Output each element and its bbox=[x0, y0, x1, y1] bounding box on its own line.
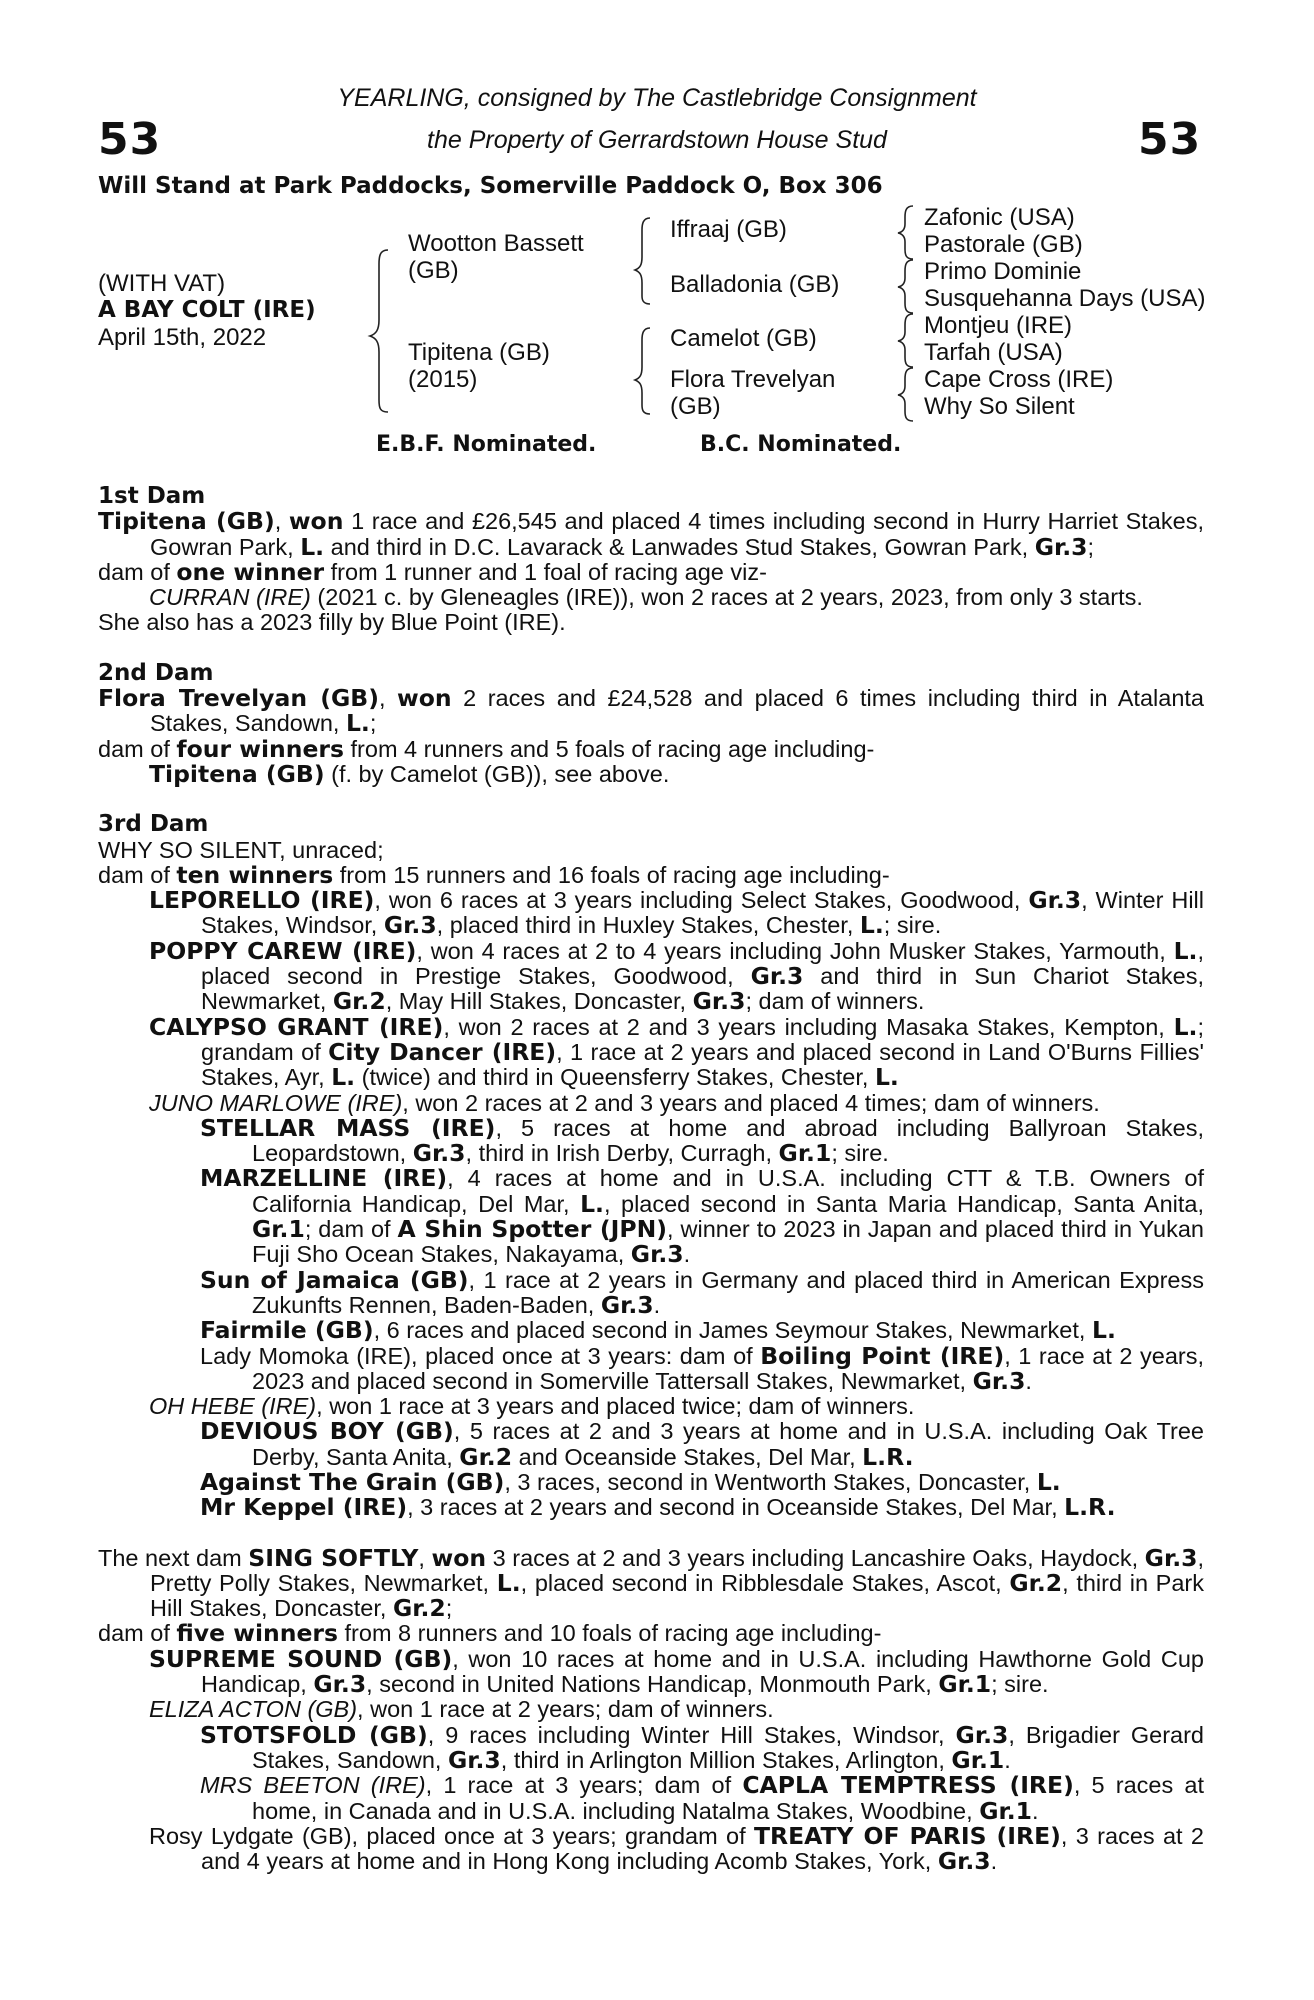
text-run: , placed third in Huxley Stakes, Chester, bbox=[436, 912, 860, 939]
text-run: , 3 races, second in Wentworth Stakes, Doncaster, bbox=[504, 1468, 1037, 1495]
bold-text: one winner bbox=[176, 557, 325, 586]
bold-text: Boiling Point (IRE) bbox=[760, 1341, 1005, 1370]
italic-text: CURRAN (IRE) bbox=[149, 584, 311, 611]
bold-text: Flora Trevelyan (GB) bbox=[98, 684, 379, 713]
bold-text: Gr.3 bbox=[600, 1290, 654, 1319]
dam-dam-suffix: (GB) bbox=[670, 393, 721, 420]
bold-text: Gr.1 bbox=[951, 1745, 1005, 1774]
bold-text: Gr.3 bbox=[412, 1139, 466, 1168]
text-run: , bbox=[378, 685, 397, 712]
bold-text: won bbox=[431, 1543, 487, 1572]
bold-text: Gr.1 bbox=[938, 1670, 992, 1699]
bold-text: five winners bbox=[176, 1619, 338, 1648]
text-run: , third in Arlington Million Stakes, Arlington, bbox=[500, 1746, 952, 1773]
text-run: ; bbox=[1087, 533, 1095, 560]
bold-text: L. bbox=[1091, 1316, 1116, 1345]
bold-text: Gr.1 bbox=[979, 1796, 1032, 1825]
bold-text: L. bbox=[1036, 1467, 1061, 1496]
bold-text: Against The Grain (GB) bbox=[200, 1467, 505, 1496]
record-paragraph bbox=[98, 888, 1204, 939]
section-gap bbox=[98, 636, 1204, 661]
lot-number-left: 53 bbox=[98, 114, 162, 165]
sire-suffix: (GB) bbox=[408, 257, 459, 284]
bold-text: Gr.3 bbox=[1034, 532, 1088, 561]
consignor-line: YEARLING, consigned by The Castlebridge Consignment bbox=[337, 84, 977, 112]
bold-text: Tipitena (GB) bbox=[98, 507, 275, 536]
bold-text: L. bbox=[1173, 936, 1198, 965]
produce-record bbox=[98, 484, 1204, 1874]
text-run: , third in Irish Derby, Curragh, bbox=[465, 1140, 779, 1167]
text-run: (f. by Camelot (GB)), see above. bbox=[324, 760, 670, 787]
lot-number-right: 53 bbox=[1138, 114, 1202, 165]
bold-text: Gr.2 bbox=[459, 1442, 513, 1471]
record-paragraph bbox=[98, 1341, 1204, 1395]
bold-text: SING SOFTLY bbox=[248, 1543, 419, 1572]
record-paragraph bbox=[98, 1166, 1204, 1267]
italic-text: JUNO MARLOWE (IRE) bbox=[149, 1089, 403, 1116]
record-paragraph bbox=[98, 759, 1204, 788]
text-run: , Pretty Polly Stakes, Newmarket, bbox=[150, 1544, 1205, 1596]
text-run: . bbox=[1004, 1746, 1011, 1773]
italic-text: ELIZA ACTON (GB) bbox=[149, 1696, 358, 1723]
ggs-3: Montjeu (IRE) bbox=[924, 312, 1073, 339]
text-run: , placed second in Santa Maria Handicap, Santa Anita, bbox=[603, 1190, 1205, 1217]
sire-dam: Balladonia (GB) bbox=[670, 271, 840, 298]
dam-year: (2015) bbox=[408, 366, 478, 393]
subject-name: A BAY COLT (IRE) bbox=[98, 297, 316, 323]
text-run: 1 race and £26,545 and placed 4 times including second in Hurry Harriet Stakes, Gowran Park, bbox=[150, 508, 1204, 560]
ggd-2: Susquehanna Days (USA) bbox=[924, 285, 1206, 312]
text-run: ; dam of winners. bbox=[745, 988, 925, 1015]
text-run: and third in D.C. Lavarack & Lanwades Stud Stakes, Gowran Park, bbox=[324, 533, 1035, 560]
ggd-4: Why So Silent bbox=[924, 393, 1075, 420]
brace-dd bbox=[898, 368, 913, 421]
text-run: . bbox=[653, 1291, 661, 1318]
record-paragraph bbox=[98, 557, 1204, 586]
record-paragraph bbox=[98, 1495, 1204, 1520]
text-run: WHY SO SILENT, unraced; bbox=[98, 836, 384, 863]
ggd-1: Pastorale (GB) bbox=[924, 231, 1083, 258]
text-run: from 1 runner and 1 foal of racing age viz- bbox=[324, 558, 767, 585]
record-paragraph bbox=[98, 860, 1204, 889]
text-run: , won 6 races at 3 years including Select Stakes, Goodwood, bbox=[374, 887, 1029, 914]
record-paragraph bbox=[98, 1012, 1204, 1092]
italic-text: MRS BEETON (IRE) bbox=[200, 1772, 426, 1799]
text-run: , 1 race at 2 years, 2023 and placed second in Somerville Tattersall Stakes, Newmarket, bbox=[252, 1342, 1204, 1394]
text-run: ; grandam of bbox=[201, 1013, 1204, 1065]
text-run: , 1 race at 2 years in Germany and placed third in American Express Zukunfts Rennen, Baden-Baden, bbox=[252, 1266, 1204, 1318]
bold-text: DEVIOUS BOY (GB) bbox=[200, 1417, 454, 1446]
bold-text: L. bbox=[300, 532, 325, 561]
bold-text: L. bbox=[345, 709, 370, 738]
bold-text: CALYPSO GRANT (IRE) bbox=[149, 1012, 444, 1041]
bold-text: L.R. bbox=[1064, 1493, 1116, 1522]
ggd-3: Tarfah (USA) bbox=[924, 339, 1063, 366]
record-paragraph bbox=[98, 1821, 1204, 1876]
text-run: . bbox=[990, 1848, 998, 1875]
text-run: , Brigadier Gerard Stakes, Sandown, bbox=[252, 1721, 1204, 1773]
record-paragraph bbox=[98, 734, 1204, 763]
record-paragraph bbox=[98, 1265, 1204, 1319]
text-run: (2021 c. by Gleneagles (IRE)), won 2 races at 2 years, 2023, from only 3 starts. bbox=[310, 584, 1143, 611]
record-paragraph bbox=[98, 1091, 1204, 1116]
text-run: , 4 races at home and in U.S.A. including CTT & T.B. Owners of California Handicap, Del Mar, bbox=[252, 1165, 1204, 1217]
text-run: 3 races at 2 and 3 years including Lancashire Oaks, Haydock, bbox=[486, 1544, 1145, 1571]
text-run: , 5 races at home, in Canada and in U.S.A. including Natalma Stakes, Woodbine, bbox=[252, 1772, 1205, 1824]
text-run: ; dam of bbox=[304, 1216, 398, 1243]
text-run: Lady Momoka (IRE), placed once at 3 years: dam of bbox=[200, 1342, 761, 1369]
text-run: dam of bbox=[98, 558, 177, 585]
record-paragraph bbox=[98, 936, 1204, 1016]
bold-text: Sun of Jamaica (GB) bbox=[200, 1265, 469, 1294]
pedigree-braces bbox=[0, 0, 1314, 440]
bold-text: Gr.3 bbox=[937, 1847, 991, 1876]
brace-subject bbox=[370, 250, 388, 412]
bold-text: MARZELLINE (IRE) bbox=[200, 1164, 448, 1193]
bold-text: STELLAR MASS (IRE) bbox=[200, 1113, 496, 1142]
bold-text: Fairmile (GB) bbox=[200, 1316, 374, 1345]
text-run: , 3 races at 2 years and second in Oceanside Stakes, Del Mar, bbox=[407, 1494, 1065, 1521]
record-paragraph bbox=[98, 1318, 1204, 1343]
record-paragraph bbox=[98, 1621, 1204, 1646]
dam-dam-name: Flora Trevelyan bbox=[670, 366, 836, 393]
bold-text: Gr.2 bbox=[1009, 1568, 1063, 1597]
text-run: , 1 race at 3 years; dam of bbox=[425, 1772, 743, 1799]
dam-dam bbox=[670, 366, 835, 420]
text-run: , second in United Nations Handicap, Monmouth Park, bbox=[366, 1671, 939, 1698]
bold-text: Gr.1 bbox=[252, 1215, 305, 1244]
bold-text: L. bbox=[1173, 1012, 1198, 1041]
bold-text: Gr.3 bbox=[750, 962, 804, 991]
bold-text: LEPORELLO (IRE) bbox=[149, 886, 375, 915]
bold-text: SUPREME SOUND (GB) bbox=[149, 1644, 453, 1673]
bold-text: Gr.3 bbox=[1028, 886, 1082, 915]
section-heading: 2nd Dam bbox=[98, 659, 214, 686]
record-paragraph bbox=[98, 1697, 1204, 1722]
text-run: , 9 races including Winter Hill Stakes, Windsor, bbox=[427, 1721, 956, 1748]
text-run: , 1 race at 2 years and placed second in Land O'Burns Fillies' Stakes, Ayr, bbox=[201, 1038, 1204, 1091]
bold-text: won bbox=[288, 507, 344, 536]
italic-text: OH HEBE (IRE) bbox=[149, 1393, 317, 1420]
text-run: . bbox=[1025, 1367, 1032, 1394]
ggs-4: Cape Cross (IRE) bbox=[924, 366, 1114, 393]
sire bbox=[408, 230, 584, 284]
text-run: dam of bbox=[98, 735, 177, 762]
text-run: , placed second in Ribblesdale Stakes, Ascot, bbox=[520, 1569, 1010, 1596]
text-run: from 4 runners and 5 foals of racing age including- bbox=[344, 735, 875, 762]
record-paragraph bbox=[98, 686, 1204, 737]
record-paragraph bbox=[98, 610, 1204, 635]
text-run: , May Hill Stakes, Doncaster, bbox=[385, 988, 693, 1015]
brace-ss bbox=[898, 206, 913, 259]
record-paragraph bbox=[98, 1720, 1204, 1774]
bold-text: TREATY OF PARIS (IRE) bbox=[753, 1821, 1061, 1850]
sire-name: Wootton Bassett bbox=[408, 230, 584, 257]
text-run: , 3 races at 2 and 4 years at home and in Hong Kong including Acomb Stakes, York, bbox=[201, 1822, 1204, 1875]
bold-text: Gr.3 bbox=[692, 987, 746, 1016]
bold-text: L. bbox=[874, 1063, 899, 1092]
text-run: ; sire. bbox=[831, 1140, 889, 1167]
text-run: She also has a 2023 filly by Blue Point (IRE). bbox=[98, 609, 566, 636]
text-run: 2 races and £24,528 and placed 6 times including third in Atalanta Stakes, Sandown, bbox=[150, 685, 1204, 737]
text-run: dam of bbox=[98, 861, 177, 888]
bold-text: Gr.3 bbox=[630, 1240, 684, 1269]
text-run: , placed second in Prestige Stakes, Goodwood, bbox=[201, 937, 1204, 990]
text-run: . bbox=[683, 1241, 691, 1268]
ggs-1: Zafonic (USA) bbox=[924, 204, 1075, 231]
text-run: ; sire. bbox=[883, 912, 942, 939]
bold-text: L. bbox=[859, 911, 884, 940]
text-run: from 15 runners and 16 foals of racing age including- bbox=[333, 861, 890, 888]
text-run: ; sire. bbox=[991, 1671, 1049, 1698]
text-run: , won 2 races at 2 and 3 years including Masaka Stakes, Kempton, bbox=[443, 1013, 1174, 1040]
text-run: Rosy Lydgate (GB), placed once at 3 years; grandam of bbox=[149, 1822, 754, 1849]
brace-dam bbox=[635, 328, 650, 414]
section-heading: 1st Dam bbox=[98, 483, 206, 509]
record-paragraph bbox=[98, 1113, 1205, 1168]
text-run: , Winter Hill Stakes, Windsor, bbox=[201, 887, 1204, 939]
vat-label: (WITH VAT) bbox=[98, 270, 226, 297]
record-paragraph bbox=[98, 1543, 1205, 1623]
bold-text: L. bbox=[496, 1568, 521, 1597]
text-run: , won 2 races at 2 and 3 years and placed 4 times; dam of winners. bbox=[402, 1089, 1100, 1116]
bold-text: Gr.3 bbox=[972, 1366, 1026, 1395]
ebf-nomination: E.B.F. Nominated. bbox=[376, 432, 597, 457]
bold-text: Gr.3 bbox=[383, 911, 437, 940]
record-paragraph bbox=[98, 1394, 1204, 1419]
brace-ds bbox=[898, 314, 913, 367]
text-run: . bbox=[1032, 1797, 1039, 1824]
stand-location: Will Stand at Park Paddocks, Somerville Paddock O, Box 306 bbox=[98, 173, 883, 199]
text-run: , won 1 race at 2 years; dam of winners. bbox=[357, 1696, 774, 1723]
bold-text: Gr.2 bbox=[332, 987, 386, 1016]
bold-text: L. bbox=[580, 1189, 604, 1218]
bold-text: Gr.3 bbox=[1144, 1543, 1198, 1572]
text-run: , 5 races at home and abroad including Ballyroan Stakes, Leopardstown, bbox=[252, 1114, 1205, 1167]
text-run: from 8 runners and 10 foals of racing age including- bbox=[337, 1620, 882, 1647]
bold-text: won bbox=[397, 684, 452, 713]
dam bbox=[408, 339, 550, 393]
bold-text: A Shin Spotter (JPN) bbox=[397, 1215, 668, 1244]
record-paragraph bbox=[98, 509, 1204, 560]
bold-text: Mr Keppel (IRE) bbox=[200, 1493, 408, 1522]
text-run: and third in Sun Chariot Stakes, Newmarket, bbox=[201, 963, 1204, 1015]
bc-nomination: B.C. Nominated. bbox=[700, 432, 902, 457]
text-run: , bbox=[418, 1544, 432, 1571]
subject-foaled: April 15th, 2022 bbox=[98, 324, 267, 351]
section-heading: 3rd Dam bbox=[98, 811, 209, 838]
bold-text: L.R. bbox=[862, 1442, 914, 1471]
bold-text: Gr.3 bbox=[447, 1745, 501, 1774]
bold-text: POPPY CAREW (IRE) bbox=[149, 936, 417, 965]
bold-text: STOTSFOLD (GB) bbox=[200, 1720, 428, 1749]
text-run: , winner to 2023 in Japan and placed third in Yukan Fuji Sho Ocean Stakes, Nakayama, bbox=[252, 1216, 1204, 1268]
brace-sire bbox=[635, 218, 650, 304]
text-run: , won 1 race at 3 years and placed twice; dam of winners. bbox=[316, 1393, 915, 1420]
text-run: , bbox=[274, 508, 289, 535]
bold-text: Tipitena (GB) bbox=[149, 759, 325, 788]
text-run: (twice) and third in Queensferry Stakes, Chester, bbox=[355, 1064, 875, 1091]
dam-name: Tipitena (GB) bbox=[408, 339, 550, 366]
text-run: dam of bbox=[98, 1620, 177, 1647]
section-gap bbox=[98, 787, 1204, 812]
record-paragraph bbox=[98, 1419, 1204, 1470]
property-line: the Property of Gerrardstown House Stud bbox=[427, 126, 887, 154]
record-paragraph bbox=[98, 1644, 1204, 1699]
text-run: , third in Park Hill Stakes, Doncaster, bbox=[150, 1569, 1204, 1622]
bold-text: City Dancer (IRE) bbox=[328, 1037, 557, 1066]
ggs-2: Primo Dominie bbox=[924, 258, 1082, 285]
bold-text: Gr.1 bbox=[778, 1139, 832, 1168]
dam-sire: Camelot (GB) bbox=[670, 325, 817, 352]
bold-text: Gr.2 bbox=[392, 1594, 446, 1623]
bold-text: Gr.3 bbox=[313, 1670, 367, 1699]
text-run: , 6 races and placed second in James Seymour Stakes, Newmarket, bbox=[373, 1317, 1092, 1344]
record-paragraph bbox=[98, 838, 1204, 863]
bold-text: ten winners bbox=[176, 860, 334, 889]
section-gap bbox=[98, 1521, 1204, 1546]
text-run: The next dam bbox=[98, 1544, 249, 1571]
bold-text: CAPLA TEMPTRESS (IRE) bbox=[742, 1771, 1074, 1800]
text-run: ; bbox=[369, 710, 377, 737]
bold-text: L. bbox=[331, 1063, 356, 1092]
bold-text: Gr.3 bbox=[955, 1720, 1009, 1749]
text-run: , won 4 races at 2 to 4 years including John Musker Stakes, Yarmouth, bbox=[416, 937, 1174, 964]
record-paragraph bbox=[98, 585, 1204, 610]
text-run: and Oceanside Stakes, Del Mar, bbox=[512, 1443, 863, 1470]
record-paragraph bbox=[98, 1773, 1204, 1824]
brace-sd bbox=[898, 260, 913, 313]
bold-text: four winners bbox=[176, 734, 344, 763]
record-paragraph bbox=[98, 1467, 1204, 1496]
text-run: , won 10 races at home and in U.S.A. including Hawthorne Gold Cup Handicap, bbox=[201, 1645, 1204, 1698]
text-run: , 5 races at 2 and 3 years at home and in U.S.A. including Oak Tree Derby, Santa Anita, bbox=[252, 1418, 1204, 1470]
text-run: ; bbox=[445, 1595, 453, 1622]
sire-sire: Iffraaj (GB) bbox=[670, 216, 787, 243]
